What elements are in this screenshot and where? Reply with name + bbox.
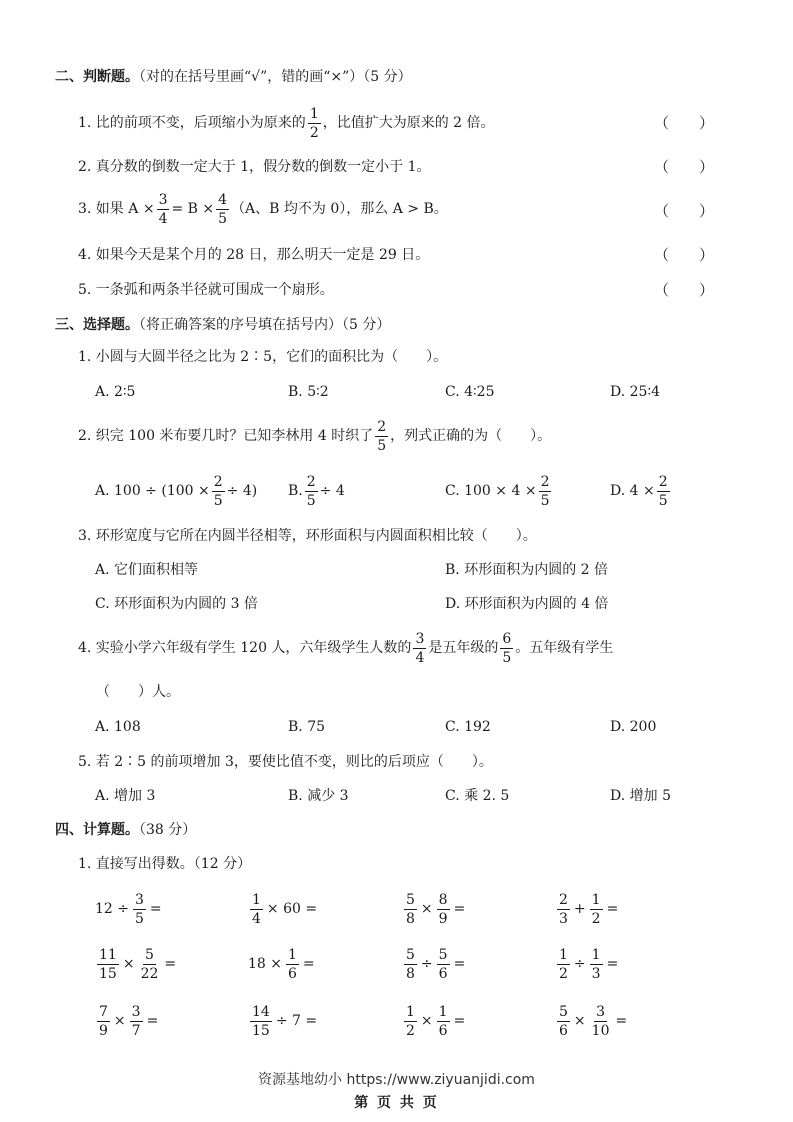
item-text: = B × [171,201,215,217]
option-text: ÷ 4 [319,483,345,499]
calc-text: = [606,956,619,972]
fraction [404,1005,417,1038]
calc-operator: × [113,1013,126,1029]
numerator: 5 [145,946,154,963]
section-note: （对的在括号里画“√”，错的画“×”）（5 分） [139,69,412,85]
calc-text: ÷ 7 = [275,1013,318,1029]
option-text: C. 100 × 4 × [445,483,537,499]
calc-expression [555,1002,627,1040]
calc-expression [402,1002,465,1040]
item-text: ，比值扩大为原来的 2 倍。 [322,115,495,131]
item-text: 5. 一条弧和两条半径就可围成一个扇形。 [78,282,334,298]
question-stem: 。五年级有学生 [515,640,614,656]
denominator: 3 [559,910,568,927]
option-text: ÷ 4) [226,483,258,499]
denominator: 6 [559,1022,568,1039]
denominator: 5 [213,492,223,509]
denominator: 22 [140,965,159,982]
option[interactable] [445,473,553,509]
calc-text: = [453,901,466,917]
denominator: 2 [406,1022,415,1039]
option-text: B. [288,483,303,499]
fraction [500,632,513,665]
fraction [539,475,552,508]
choice-q3 [78,529,537,543]
option[interactable] [95,473,257,509]
numerator: 2 [306,473,316,490]
fraction [212,475,225,508]
calc-expression [248,945,315,983]
denominator: 5 [502,649,512,666]
numerator: 7 [99,1003,108,1020]
section-3-header [55,318,390,332]
calc-text: = [146,1013,159,1029]
calc-text: = [164,956,177,972]
calc-operator: × [122,956,135,972]
footer-site: 资源基地幼小 https://www.ziyuanjidi.com [258,1072,535,1088]
fraction [590,1005,612,1038]
numerator: 1 [309,105,319,122]
numerator: 3 [131,1003,141,1020]
numerator: 4 [218,191,228,208]
choice-q2 [78,418,551,454]
calc-expression [95,945,176,983]
question-stem: 1. 小圆与大圆半径之比为 2∶5，它们的面积比为（ ）。 [78,349,448,365]
calc-text: = [149,901,162,917]
fraction [557,1005,570,1038]
option[interactable]: C. 4∶25 [445,384,495,400]
denominator: 5 [540,492,550,509]
fraction [437,1005,450,1038]
denominator: 7 [131,1022,141,1039]
fraction [404,893,417,926]
calc-expression [95,890,162,928]
fraction [139,948,161,981]
numerator: 1 [438,1003,448,1020]
fraction [590,893,603,926]
numerator: 5 [559,1003,568,1020]
fraction [437,948,450,981]
fraction [305,475,318,508]
section-title: 二、判断题。 [55,69,139,85]
option[interactable]: A. 增加 3 [95,788,156,804]
numerator: 2 [540,473,550,490]
denominator: 15 [99,965,117,982]
calc-text: × 60 = [266,901,318,917]
numerator: 3 [158,191,168,208]
calc-text: = [606,901,619,917]
denominator: 2 [591,910,601,927]
numerator: 3 [596,1003,606,1020]
calc-text: = [615,1013,628,1029]
denominator: 6 [288,965,297,982]
denominator: 3 [591,965,601,982]
calc-operator: × [420,901,433,917]
option[interactable]: B. 环形面积为内圆的 2 倍 [445,562,608,578]
fraction [286,948,299,981]
option[interactable] [288,473,345,509]
item-text: 1. 比的前项不变，后项缩小为原来的 [78,115,306,131]
question-stem: 3. 环形宽度与它所在内圆半径相等，环形面积与内圆面积相比较（ ）。 [78,528,537,544]
denominator: 5 [218,210,228,227]
denominator: 5 [377,437,387,454]
calc-text: = [302,956,315,972]
numerator: 1 [591,946,601,963]
fraction [250,1005,272,1038]
numerator: 2 [559,891,568,908]
fraction [557,948,570,981]
question-stem: 5. 若 2∶5 的前项增加 3，要使比值不变，则比的后项应（ ）。 [78,754,493,770]
numerator: 3 [135,891,144,908]
question-stem: 是五年级的 [428,640,499,656]
option[interactable]: D. 200 [610,719,657,735]
option[interactable]: A. 2∶5 [95,384,136,400]
section-note: （将正确答案的序号填在括号内）（5 分） [139,317,391,333]
option[interactable]: A. 108 [95,719,141,735]
numerator: 1 [288,946,297,963]
judge-item-5 [78,283,334,297]
calc-operator: × [573,1013,586,1029]
calc-expression [555,945,618,983]
calc-text: 12 ÷ [95,901,129,917]
section-4-header [55,823,196,837]
option[interactable]: C. 环形面积为内圆的 3 倍 [95,596,258,612]
fraction [308,107,321,140]
numerator: 6 [502,630,512,647]
denominator: 8 [406,910,415,927]
option[interactable]: B. 5∶2 [288,384,329,400]
calc-operator: + [573,901,586,917]
option[interactable] [610,473,672,509]
fraction [404,948,417,981]
answer-bracket[interactable]: （ ） [654,114,715,132]
numerator: 1 [252,891,261,908]
choice-q5 [78,755,493,769]
item-text: （A、B 均不为 0），那么 A > B。 [231,201,448,217]
choice-q4 [78,630,613,666]
denominator: 8 [406,965,415,982]
fraction [133,893,146,926]
item-text: 2. 真分数的倒数一定大于 1，假分数的倒数一定小于 1。 [78,159,431,175]
question-stem: ，列式正确的为（ ）。 [390,428,552,444]
numerator: 1 [559,946,568,963]
option[interactable]: C. 192 [445,719,491,735]
denominator: 2 [309,124,319,141]
answer-bracket[interactable]: （ ） [654,158,715,176]
question-stem: 2. 织完 100 米布要几时？已知李林用 4 时织了 [78,428,374,444]
numerator: 1 [406,1003,415,1020]
calc-operator: ÷ [573,956,586,972]
calc-expression [555,890,618,928]
fraction [590,948,603,981]
fraction [97,948,119,981]
section-note: （38 分） [139,822,197,838]
section-2-header [55,70,412,84]
judge-item-2 [78,160,431,174]
fraction [437,893,450,926]
option-text: A. 100 ÷ (100 × [95,483,210,499]
judge-item-3 [78,192,448,226]
calc-text: 18 × [248,956,282,972]
section-title: 三、选择题。 [55,317,139,333]
calc-expression [402,890,465,928]
fraction [250,893,263,926]
answer-bracket[interactable]: （ ） [654,281,715,299]
denominator: 5 [306,492,316,509]
calc-expression [95,1002,158,1040]
denominator: 5 [658,492,668,509]
fraction [157,193,170,226]
denominator: 4 [252,910,261,927]
numerator: 2 [213,473,223,490]
numerator: 2 [658,473,668,490]
fraction [97,1005,110,1038]
calc-expression [402,945,465,983]
fraction [557,893,570,926]
calc-text: = [453,956,466,972]
judge-item-4 [78,248,429,262]
option[interactable]: D. 增加 5 [610,788,671,804]
calc-text: = [453,1013,466,1029]
calc-operator: × [420,1013,433,1029]
numerator: 5 [406,946,415,963]
denominator: 9 [438,910,448,927]
option[interactable]: B. 75 [288,719,326,735]
numerator: 14 [252,1003,270,1020]
denominator: 6 [438,1022,448,1039]
denominator: 6 [438,965,448,982]
footer-page-number: 第 页 共 页 [354,1095,439,1111]
calc-expression [248,890,317,928]
choice-q4-line2[interactable]: （ ）人。 [96,684,180,700]
option[interactable]: C. 乘 2. 5 [445,788,510,804]
numerator: 1 [591,891,601,908]
numerator: 5 [438,946,448,963]
judge-item-1 [78,105,495,141]
denominator: 10 [591,1022,610,1039]
denominator: 9 [99,1022,108,1039]
denominator: 2 [559,965,568,982]
denominator: 4 [158,210,168,227]
calc-sub1: 1. 直接写出得数。（12 分） [78,856,252,872]
fraction [413,632,426,665]
numerator: 2 [377,418,387,435]
fraction [375,420,388,453]
calc-expression [248,1002,317,1040]
numerator: 3 [415,630,425,647]
denominator: 5 [135,910,144,927]
option[interactable]: D. 25∶4 [610,384,660,400]
fraction [657,475,670,508]
numerator: 5 [406,891,415,908]
item-text: 3. 如果 A × [78,201,155,217]
choice-q1 [78,350,447,364]
item-text: 4. 如果今天是某个月的 28 日，那么明天一定是 29 日。 [78,247,430,263]
denominator: 4 [415,649,425,666]
question-stem: 4. 实验小学六年级有学生 120 人，六年级学生人数的 [78,640,412,656]
numerator: 8 [438,891,448,908]
option[interactable]: D. 环形面积为内圆的 4 倍 [445,596,609,612]
fraction [216,193,229,226]
answer-bracket[interactable]: （ ） [654,202,715,220]
answer-bracket[interactable]: （ ） [654,246,715,264]
section-title: 四、计算题。 [55,822,139,838]
denominator: 15 [252,1022,270,1039]
option-text: D. 4 × [610,483,655,499]
calc-operator: ÷ [420,956,433,972]
numerator: 11 [99,946,117,963]
option[interactable]: A. 它们面积相等 [95,562,199,578]
fraction [130,1005,143,1038]
option[interactable]: B. 减少 3 [288,788,349,804]
